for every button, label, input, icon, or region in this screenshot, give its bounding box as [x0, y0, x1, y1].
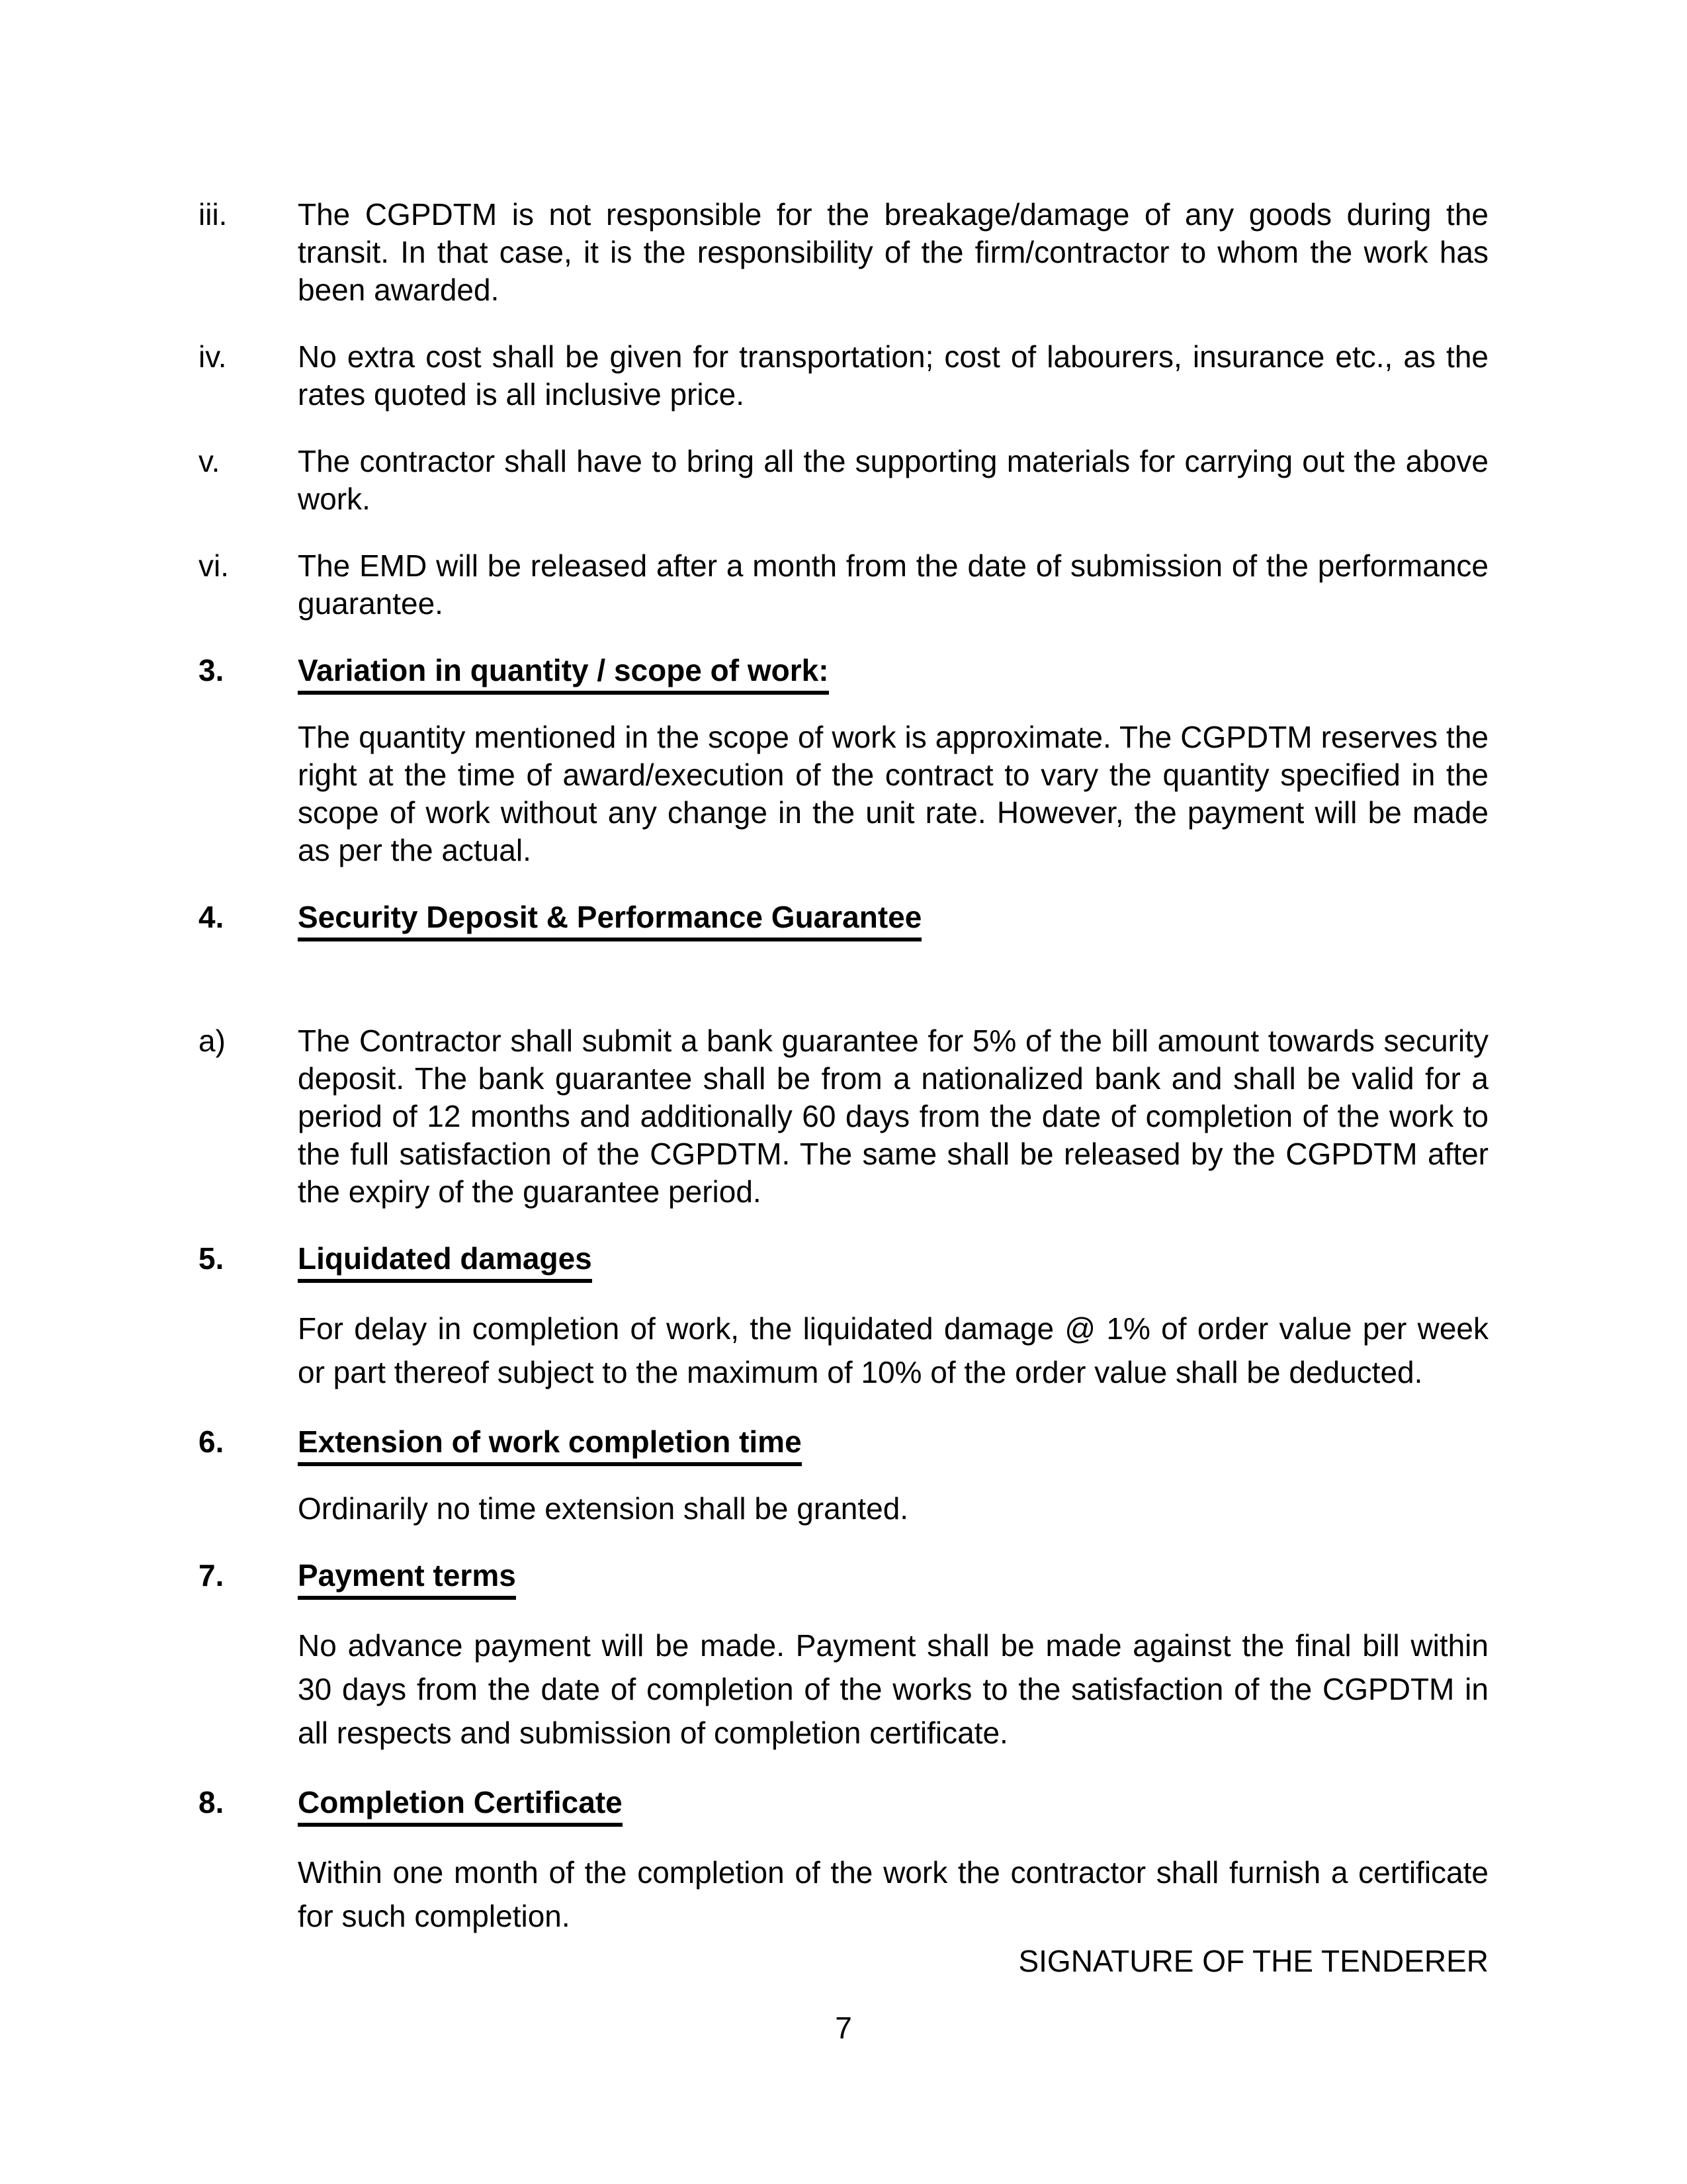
section-heading — [298, 1784, 1489, 1821]
section-paragraph: No advance payment will be made. Payment shall be made against the final bill within 30 days from the date of completion of the works to the satisfaction of the CGPDTM in all respects and submission of completion certificate. — [298, 1628, 1489, 1750]
section-heading — [298, 652, 1489, 689]
list-item-text: The Contractor shall submit a bank guarantee for 5% of the bill amount towards security deposit. The bank guarantee shall be from a nationalized bank and shall be valid for a period of 12 months and additionally 60 days from the date of completion of the work to the full satisfaction of the CGPDTM. The same shall be released by the CGPDTM after the expiry of the guarantee period. — [298, 1024, 1489, 1209]
list-item-iii — [198, 196, 1489, 309]
section-heading-text: Completion Certificate — [298, 1785, 623, 1827]
list-item-text: The contractor shall have to bring all the supporting materials for carrying out the above work. — [298, 444, 1489, 516]
section-7-heading-row — [198, 1557, 1489, 1594]
section-7-paragraph-row — [198, 1624, 1489, 1755]
section-paragraph: The quantity mentioned in the scope of work is approximate. The CGPDTM reserves the right at the time of award/execution of the contract to vary the quantity specified in the scope of work without any change in the unit rate. However, the payment will be made as per the actual. — [298, 720, 1489, 867]
section-number: 3. — [198, 653, 224, 687]
list-marker: v. — [198, 444, 220, 478]
page-number: 7 — [835, 2011, 852, 2045]
section-paragraph: Ordinarily no time extension shall be granted. — [298, 1491, 909, 1526]
section-8-paragraph-row — [198, 1851, 1489, 1938]
section-3-paragraph-row — [198, 719, 1489, 869]
section-number: 6. — [198, 1424, 224, 1459]
section-6-heading-row — [198, 1423, 1489, 1461]
list-item-text: The EMD will be released after a month from the date of submission of the performance guarantee. — [298, 548, 1489, 621]
section-heading-text: Extension of work completion time — [298, 1424, 802, 1466]
section-3-heading-row — [198, 652, 1489, 689]
section-heading — [298, 1557, 1489, 1594]
list-item-text: No extra cost shall be given for transportation; cost of labourers, insurance etc., as the rates quoted is all inclusive price. — [298, 339, 1489, 412]
list-item-iv — [198, 338, 1489, 414]
section-8-heading-row — [198, 1784, 1489, 1821]
section-paragraph: Within one month of the completion of the work the contractor shall furnish a certificate for such completion. — [298, 1855, 1489, 1933]
section-paragraph: For delay in completion of work, the liquidated damage @ 1% of order value per week or part thereof subject to the maximum of 10% of the order value shall be deducted. — [298, 1311, 1489, 1389]
list-marker: iv. — [198, 339, 227, 374]
section-number: 8. — [198, 1785, 224, 1819]
section-heading — [298, 1423, 1489, 1461]
section-number: 5. — [198, 1241, 224, 1276]
list-marker: vi. — [198, 548, 229, 583]
section-4-heading-row — [198, 898, 1489, 936]
list-marker: a) — [198, 1024, 226, 1058]
section-heading-text: Variation in quantity / scope of work: — [298, 653, 829, 695]
blank-space — [198, 965, 1489, 1022]
section-number: 4. — [198, 900, 224, 934]
section-heading-text: Liquidated damages — [298, 1241, 592, 1283]
section-number: 7. — [198, 1558, 224, 1593]
section-heading — [298, 1240, 1489, 1278]
list-item-vi — [198, 547, 1489, 623]
list-item-a — [198, 1022, 1489, 1211]
signature-of-tenderer-line: SIGNATURE OF THE TENDERER — [1018, 1944, 1489, 1978]
section-5-paragraph-row — [198, 1307, 1489, 1394]
list-item-text: The CGPDTM is not responsible for the breakage/damage of any goods during the transit. In that case, it is the responsibility of the firm/contractor to whom the work has been awarded. — [298, 197, 1489, 307]
section-heading-text: Payment terms — [298, 1558, 516, 1600]
section-6-paragraph-row — [198, 1490, 1489, 1528]
list-marker: iii. — [198, 197, 228, 232]
section-heading-text: Security Deposit & Performance Guarantee — [298, 900, 922, 941]
section-heading — [298, 898, 1489, 936]
section-5-heading-row — [198, 1240, 1489, 1278]
list-item-v — [198, 443, 1489, 518]
